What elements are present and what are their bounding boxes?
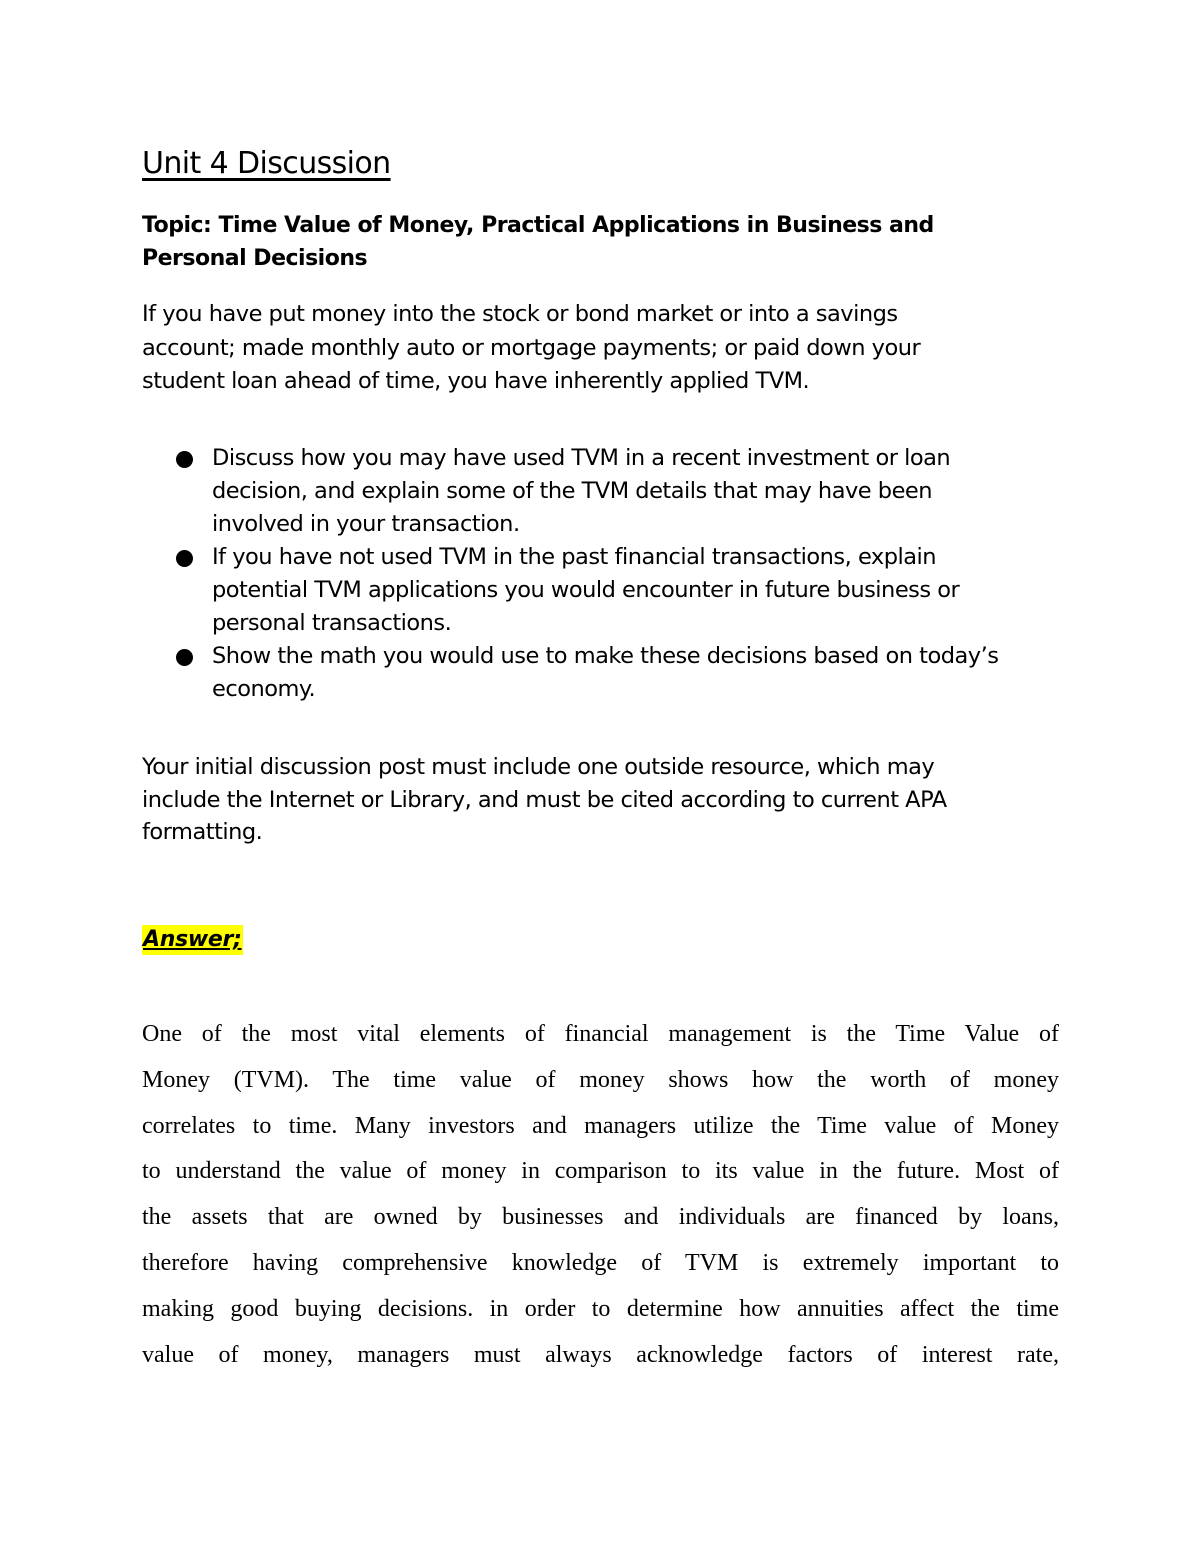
answer-line: therefore having comprehensive knowledge of TVM is extremely important to bbox=[142, 1249, 1059, 1276]
answer-line: value of money, managers must always acknowledge factors of interest rate, bbox=[142, 1341, 1059, 1368]
bullet-line: Show the math you would use to make these decisions based on today’s bbox=[212, 643, 999, 669]
answer-paragraph bbox=[142, 1012, 1059, 1378]
bullet-dot-icon bbox=[176, 451, 193, 468]
intro-paragraph bbox=[142, 298, 1062, 399]
bullet-line: economy. bbox=[212, 676, 316, 702]
apa-line: include the Internet or Library, and must be cited according to current APA bbox=[142, 786, 947, 813]
document-title: Unit 4 Discussion bbox=[142, 146, 391, 181]
answer-line: One of the most vital elements of financial management is the Time Value of bbox=[142, 1021, 1059, 1047]
apa-requirement-paragraph bbox=[142, 751, 1062, 849]
intro-line: student loan ahead of time, you have inherently applied TVM. bbox=[142, 368, 810, 394]
bullet-dot-icon bbox=[176, 649, 193, 666]
intro-line: If you have put money into the stock or bond market or into a savings bbox=[142, 301, 898, 327]
answer-line: the assets that are owned by businesses and individuals are financed by loans, bbox=[142, 1204, 1059, 1231]
answer-label: Answer; bbox=[142, 925, 243, 955]
answer-line: correlates to time. Many investors and managers utilize the Time value of Money bbox=[142, 1112, 1059, 1139]
bullet-line: personal transactions. bbox=[212, 610, 452, 636]
bullet-line: decision, and explain some of the TVM details that may have been bbox=[212, 478, 933, 504]
intro-line: account; made monthly auto or mortgage payments; or paid down your bbox=[142, 334, 921, 361]
bullet-line: Discuss how you may have used TVM in a recent investment or loan bbox=[212, 445, 951, 471]
topic-heading bbox=[142, 209, 1022, 275]
answer-line: making good buying decisions. in order to determine how annuities affect the time bbox=[142, 1295, 1059, 1322]
prompt-bullet-list bbox=[142, 442, 1082, 706]
apa-line: Your initial discussion post must include one outside resource, which may bbox=[142, 754, 935, 780]
bullet-item-not-used bbox=[142, 541, 1082, 640]
topic-line: Personal Decisions bbox=[142, 246, 368, 271]
bullet-line: involved in your transaction. bbox=[212, 511, 520, 537]
answer-line: to understand the value of money in comparison to its value in the future. Most of bbox=[142, 1158, 1059, 1185]
answer-line: Money (TVM). The time value of money shows how the worth of money bbox=[142, 1066, 1059, 1093]
bullet-line: potential TVM applications you would encounter in future business or bbox=[212, 577, 960, 603]
bullet-line: If you have not used TVM in the past financial transactions, explain bbox=[212, 544, 937, 570]
bullet-dot-icon bbox=[176, 550, 193, 567]
topic-line: Topic: Time Value of Money, Practical Applications in Business and bbox=[142, 213, 934, 238]
bullet-item-show-math bbox=[142, 640, 1082, 706]
apa-line: formatting. bbox=[142, 819, 263, 845]
bullet-item-discuss bbox=[142, 442, 1082, 541]
